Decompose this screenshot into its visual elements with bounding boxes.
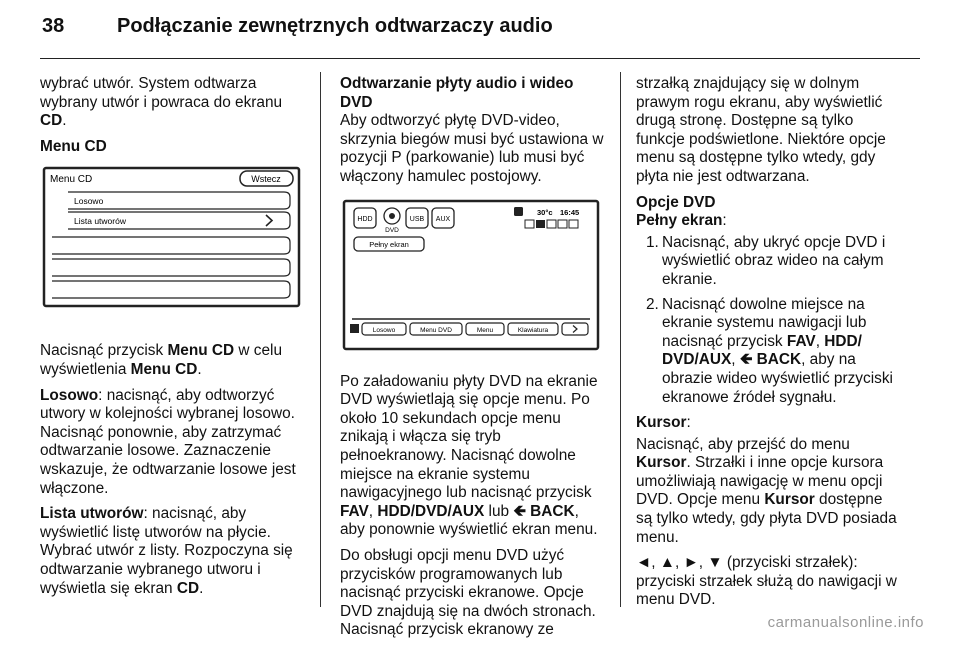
column-2 [340,75,606,647]
paragraph-dvd-options: Do obsługi opcji menu DVD użyć przycisków programowanych lub nacisnąć przyciski ekranowe. Opcje DVD znajdują się na dwóch stronach. Nacisnąć przycisk ekranowy ze [340,546,596,639]
grid-icon [350,324,359,333]
svg-text:Menu: Menu [476,326,494,334]
svg-text:Klawiatura: Klawiatura [517,326,549,334]
list-item: 1. Nacisnąć, aby ukryć opcje DVD i wyświetlić obraz wideo na całym ekranie. [646,233,886,288]
watermark: carmanualsonline.info [767,614,924,631]
fig-temperature: 30°c [537,207,553,217]
paragraph-kursor: Nacisnąć, aby przejść do menu Kursor. Strzałki i inne opcje kursora umożliwiają nawigację w menu opcji DVD. Opcje menu Kursor dostępne są tylko wtedy, gdy płyta DVD posiada menu. [636,435,897,546]
figure-dvd-screen [340,199,606,365]
header-divider [40,58,920,59]
fig-next-page-button [562,323,588,335]
svg-text:Losowo: Losowo [372,326,396,334]
page-title: Podłączanie zewnętrznych odtwarzaczy audio [117,15,553,37]
fig-menu-cd-title: Menu CD [50,174,93,186]
fig-row-losowo: Losowo [74,196,104,207]
fig-row-lista: Lista utworów [74,216,126,227]
info-icon [514,207,523,216]
subheading-pelny-ekran: Pełny ekran: [636,212,727,230]
column-1 [40,75,306,605]
back-arrow-icon: 🡸 [739,351,753,369]
figure-menu-cd-screen [40,166,306,330]
paragraph-intro: wybrać utwór. System odtwarza wybrany utwór i powraca do ekranu CD. [40,75,283,130]
paragraph-arrow-buttons: ◄, ▲, ►, ▼ (przyciski strzałek): przyciski strzałek służą do nawigacji w menu DVD. [636,554,897,609]
steps-list [636,234,902,407]
column-divider-1 [320,72,321,607]
fig-back-button-label: Wstecz [251,174,281,185]
svg-text:Pełny ekran: Pełny ekran [369,239,409,249]
list-item: 2. Nacisnąć dowolne miejsce na ekranie systemu nawigacji lub nacisnąć przycisk FAV, HDD/ DVD/AUX, 🡸 BACK, aby na obrazie wideo wyświetlić przyciski ekranowe źródeł sygnału. [646,295,893,406]
section-heading-opcje-dvd: Opcje DVD [636,193,716,211]
fig-source-dvd: DVD [385,226,399,234]
page-header [0,0,960,62]
svg-text:USB: USB [409,215,425,223]
paragraph-losowo: Losowo: nacisnąć, aby odtworzyć utwory w kolejności wybranej losowo. Nacisnąć ponownie, aby zatrzymać odtwarzanie losowe. Zaznaczenie wskazuje, że odtwarzanie losowe jest włączone. [40,386,296,497]
section-heading-dvd: Odtwarzanie płyty audio i wideo DVD [340,75,574,111]
subheading-kursor: Kursor: [636,414,691,432]
paragraph-second-page: strzałką znajdujący się w dolnym prawym rogu ekranu, aby wyświetlić drugą stronę. Dostępne są tylko funkcje podświetlone. Niektóre opcje menu są dostępne tylko wtedy, gdy płyta nie jest odtwarzana. [636,75,886,185]
paragraph-dvd-menu: Po załadowaniu płyty DVD na ekranie DVD wyświetlają się opcje menu. Po około 10 sekundach opcje menu znikają i włącza się tryb pełnoekranowy. Nacisnąć dowolne miejsce na ekranie systemu nawigacyjnego lub nacisnąć przycisk FAV, HDD/DVD/AUX lub 🡸 BACK, aby ponownie wyświetlić ekran menu. [340,372,598,539]
fig-time: 16:45 [560,207,580,217]
svg-text:HDD: HDD [357,215,373,223]
paragraph-menu-cd: Nacisnąć przycisk Menu CD w celu wyświetlenia Menu CD. [40,342,283,378]
status-icons [525,220,534,228]
back-arrow-icon: 🡸 [513,502,526,520]
column-divider-2 [620,72,621,607]
paragraph-dvd-requirements: Aby odtworzyć płytę DVD-video, skrzynia biegów musi być ustawiona w pozycji P (parkowanie) lub musi być włączony hamulec postojowy. [340,112,604,185]
svg-text:Menu DVD: Menu DVD [420,326,452,334]
page-number: 38 [42,15,65,37]
column-3 [636,75,902,617]
paragraph-lista-utworow: Lista utworów: nacisnąć, aby wyświetlić listę utworów na płycie. Wybrać utwór z listy. Rozpoczyna się odtwarzanie wybranego utworu i wyświetla się ekran CD. [40,505,293,597]
svg-text:AUX: AUX [435,215,451,223]
section-heading-menu-cd: Menu CD [40,137,107,155]
